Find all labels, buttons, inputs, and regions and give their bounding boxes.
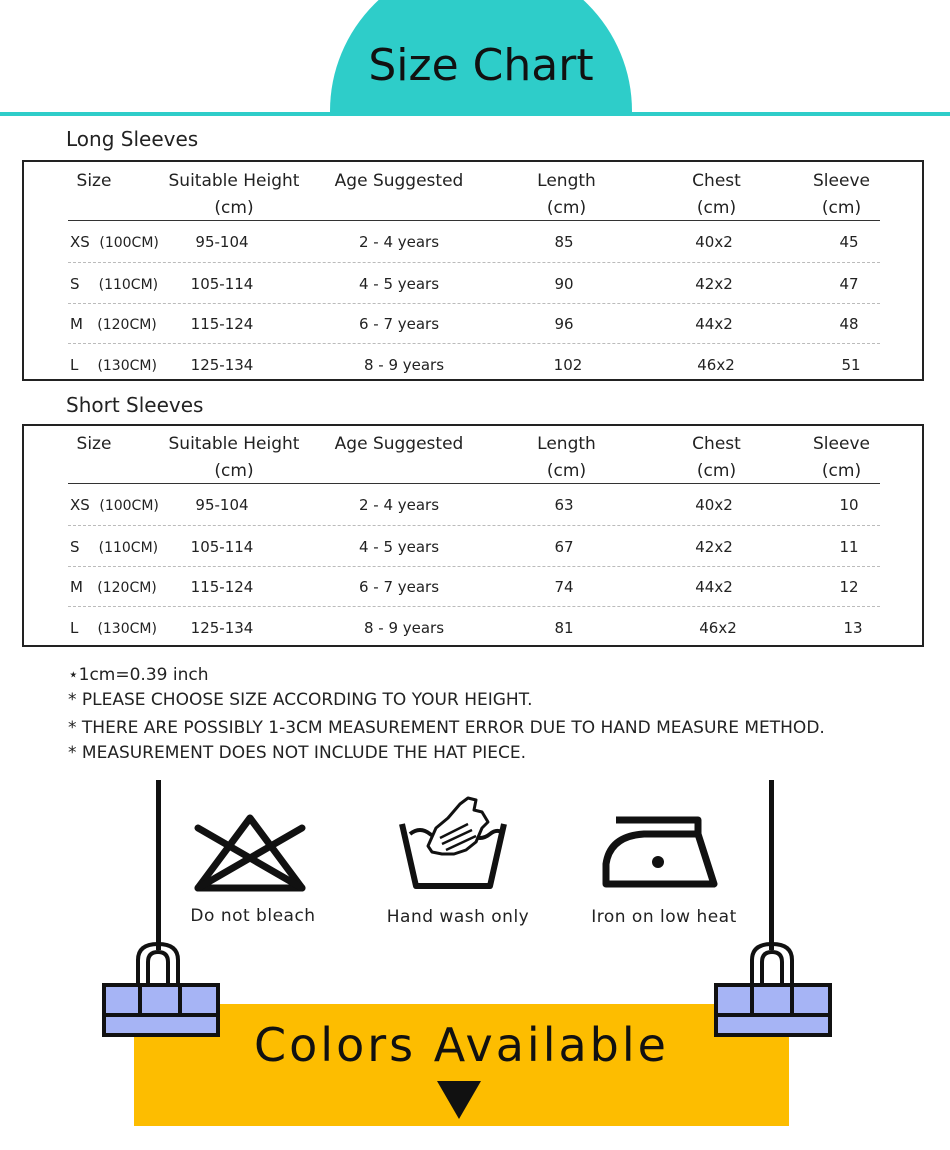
- cell-height: 125-134: [190, 619, 254, 637]
- cell-size: XS (100CM): [70, 233, 159, 251]
- cell-size: M (120CM): [70, 578, 157, 596]
- col-header-length: Length (cm): [537, 171, 596, 218]
- cell-sleeve: 48: [839, 315, 859, 333]
- cell-length: 85: [554, 233, 574, 251]
- row-rule: [68, 606, 880, 607]
- care-label-iron: Iron on low heat: [591, 907, 737, 927]
- cell-age: 4 - 5 years: [358, 275, 440, 293]
- cell-sleeve: 45: [839, 233, 859, 251]
- cell-chest: 40x2: [695, 233, 733, 251]
- cell-length: 74: [554, 578, 574, 596]
- cell-sleeve: 12: [839, 578, 859, 596]
- cell-height: 95-104: [195, 233, 249, 251]
- cell-size: L (130CM): [70, 619, 157, 637]
- col-header-chest: Chest (cm): [692, 171, 741, 218]
- cell-length: 96: [554, 315, 574, 333]
- cell-size: S (110CM): [70, 275, 159, 293]
- header-rule: [68, 483, 880, 484]
- cell-height: 95-104: [195, 496, 249, 514]
- cell-age: 6 - 7 years: [358, 578, 440, 596]
- cell-age: 2 - 4 years: [358, 233, 440, 251]
- cell-sleeve: 47: [839, 275, 859, 293]
- left-rope: [156, 780, 161, 950]
- row-rule: [68, 303, 880, 304]
- cell-length: 81: [554, 619, 574, 637]
- cell-sleeve: 13: [843, 619, 863, 637]
- cell-sleeve: 11: [839, 538, 859, 556]
- left-clip: [100, 940, 222, 1040]
- cell-height: 105-114: [190, 275, 254, 293]
- cell-height: 115-124: [190, 315, 254, 333]
- cell-length: 63: [554, 496, 574, 514]
- hand-wash-icon: [398, 794, 510, 892]
- right-clip: [712, 940, 834, 1040]
- cell-chest: 44x2: [695, 578, 733, 596]
- header-divider: [0, 112, 950, 116]
- col-header-age: Age Suggested: [334, 434, 464, 454]
- cell-height: 115-124: [190, 578, 254, 596]
- cell-length: 102: [553, 356, 583, 374]
- cell-age: 2 - 4 years: [358, 496, 440, 514]
- cell-height: 105-114: [190, 538, 254, 556]
- col-header-height: Suitable Height (cm): [168, 434, 300, 481]
- cell-age: 8 - 9 years: [363, 619, 445, 637]
- cell-age: 6 - 7 years: [358, 315, 440, 333]
- col-header-length: Length (cm): [537, 434, 596, 481]
- down-arrow-icon: [437, 1081, 481, 1119]
- note-conversion: ⋆1cm=0.39 inch: [68, 665, 209, 685]
- long-sleeves-title: Long Sleeves: [66, 127, 199, 151]
- cell-age: 4 - 5 years: [358, 538, 440, 556]
- cell-length: 90: [554, 275, 574, 293]
- care-label-wash: Hand wash only: [386, 907, 530, 927]
- header-rule: [68, 220, 880, 221]
- row-rule: [68, 525, 880, 526]
- short-sleeves-title: Short Sleeves: [66, 393, 204, 417]
- note-hat-piece: * MEASUREMENT DOES NOT INCLUDE THE HAT PIECE.: [68, 743, 527, 763]
- col-header-chest: Chest (cm): [692, 434, 741, 481]
- col-header-size: Size: [76, 434, 112, 454]
- cell-sleeve: 51: [841, 356, 861, 374]
- cell-size: M (120CM): [70, 315, 157, 333]
- cell-length: 67: [554, 538, 574, 556]
- iron-low-heat-icon: [600, 814, 720, 890]
- long-sleeves-table: [22, 160, 924, 381]
- col-header-sleeve: Sleeve (cm): [813, 434, 870, 481]
- banner-title: Colors Available: [254, 1018, 669, 1072]
- col-header-size: Size: [76, 171, 112, 191]
- col-header-age: Age Suggested: [334, 171, 464, 191]
- cell-height: 125-134: [190, 356, 254, 374]
- no-bleach-icon: [192, 812, 308, 894]
- col-header-height: Suitable Height (cm): [168, 171, 300, 218]
- cell-chest: 40x2: [695, 496, 733, 514]
- cell-size: L (130CM): [70, 356, 157, 374]
- cell-size: XS (100CM): [70, 496, 159, 514]
- note-choose-size: * PLEASE CHOOSE SIZE ACCORDING TO YOUR HEIGHT.: [68, 690, 533, 710]
- cell-chest: 42x2: [695, 538, 733, 556]
- care-label-bleach: Do not bleach: [190, 906, 316, 926]
- cell-age: 8 - 9 years: [363, 356, 445, 374]
- cell-chest: 46x2: [699, 619, 737, 637]
- cell-chest: 42x2: [695, 275, 733, 293]
- note-measurement-error: * THERE ARE POSSIBLY 1-3CM MEASUREMENT ERROR DUE TO HAND MEASURE METHOD.: [68, 718, 825, 738]
- right-rope: [769, 780, 774, 950]
- row-rule: [68, 566, 880, 567]
- cell-size: S (110CM): [70, 538, 159, 556]
- cell-chest: 46x2: [697, 356, 735, 374]
- col-header-sleeve: Sleeve (cm): [813, 171, 870, 218]
- cell-chest: 44x2: [695, 315, 733, 333]
- short-sleeves-table: [22, 424, 924, 647]
- row-rule: [68, 343, 880, 344]
- cell-sleeve: 10: [839, 496, 859, 514]
- row-rule: [68, 262, 880, 263]
- page-title: Size Chart: [368, 40, 594, 91]
